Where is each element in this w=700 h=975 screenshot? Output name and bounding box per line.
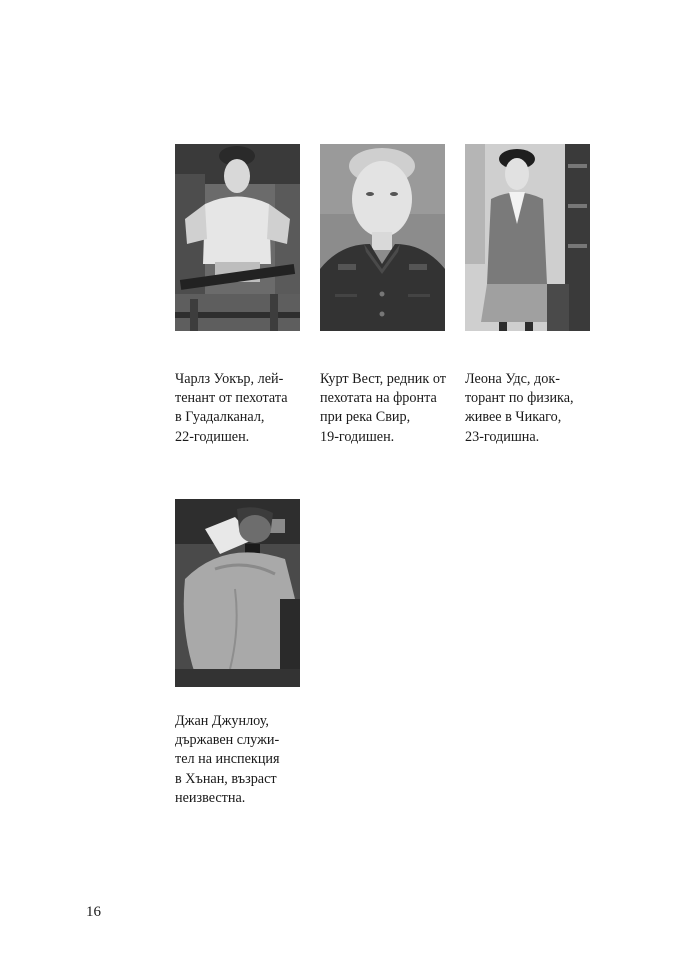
caption-west bbox=[320, 370, 452, 447]
caption-line: в Гуадалканал, bbox=[175, 409, 265, 426]
caption-line: тел на инспекция bbox=[175, 751, 280, 768]
caption-line: 19-годишен. bbox=[320, 428, 395, 445]
caption-woods bbox=[465, 370, 597, 447]
caption-junlou bbox=[175, 712, 307, 808]
caption-line: Чарлз Уокър, лей- bbox=[175, 371, 284, 387]
photo-soldier-west-image bbox=[320, 144, 445, 331]
caption-line: тенант от пехотата bbox=[175, 390, 288, 407]
caption-line: живее в Чикаго, bbox=[465, 409, 562, 426]
caption-line: торант по физика, bbox=[465, 390, 574, 407]
caption-line: 22-годишен. bbox=[175, 428, 250, 445]
caption-line: Леона Удс, док- bbox=[465, 371, 560, 387]
caption-walker bbox=[175, 370, 307, 447]
photo-soldier-walker-image bbox=[175, 144, 300, 331]
photo-inspector-junlou bbox=[175, 499, 300, 687]
caption-line: в Хънан, възраст bbox=[175, 770, 277, 787]
caption-line: неизвестна. bbox=[175, 789, 246, 806]
caption-line: при река Свир, bbox=[320, 409, 411, 426]
caption-line: пехотата на фронта bbox=[320, 390, 437, 407]
caption-line: Курт Вест, редник от bbox=[320, 371, 446, 387]
photo-soldier-walker bbox=[175, 144, 300, 331]
photo-physicist-woods-image bbox=[465, 144, 590, 331]
caption-line: Джан Джунлоу, bbox=[175, 713, 269, 729]
page-number: 16 bbox=[86, 904, 101, 920]
photo-physicist-woods bbox=[465, 144, 590, 331]
caption-line: 23-годишна. bbox=[465, 428, 540, 445]
photo-soldier-west bbox=[320, 144, 445, 331]
photo-inspector-junlou-image bbox=[175, 499, 300, 687]
caption-line: държавен служи- bbox=[175, 732, 280, 749]
